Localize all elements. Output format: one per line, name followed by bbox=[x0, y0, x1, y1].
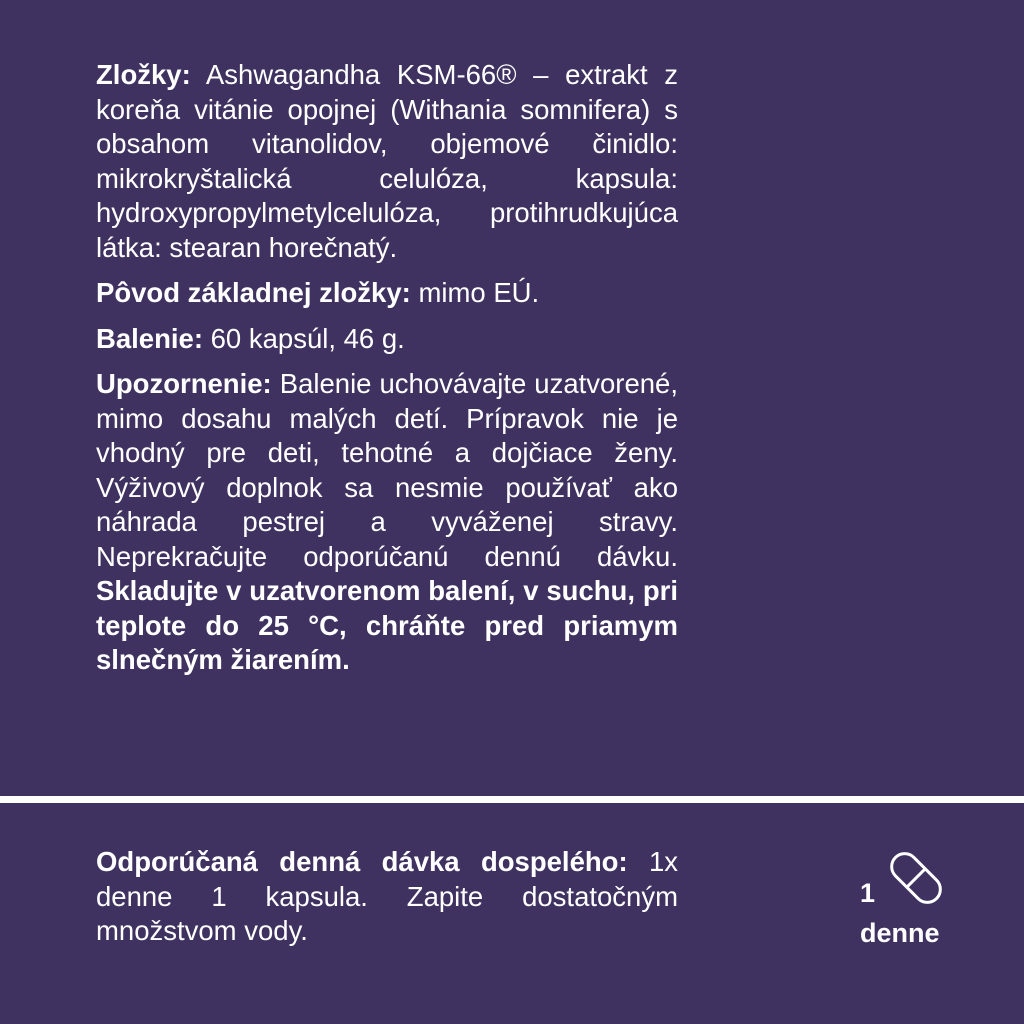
package-label: Balenie: bbox=[96, 322, 203, 354]
dosage-panel bbox=[96, 845, 678, 960]
section-divider bbox=[0, 796, 1024, 803]
dose-unit: denne bbox=[860, 918, 940, 948]
storage-text: Skladujte v uzatvorenom balení, v suchu, pri teplote do 25 °C, chráňte pred priamym slnečným žiarením. bbox=[96, 575, 678, 675]
warning-paragraph bbox=[96, 367, 678, 678]
origin-text: mimo EÚ. bbox=[418, 277, 540, 308]
dose-count: 1 bbox=[860, 878, 876, 908]
ingredients-paragraph bbox=[96, 58, 678, 265]
origin-label: Pôvod základnej zložky: bbox=[96, 277, 411, 308]
package-paragraph bbox=[96, 322, 678, 357]
package-text: 60 kapsúl, 46 g. bbox=[210, 322, 405, 354]
origin-paragraph bbox=[96, 276, 678, 311]
capsule-icon bbox=[884, 846, 948, 910]
ingredients-text: Ashwagandha KSM-66® – extrakt z koreňa vitánie opojnej (Withania somnifera) s obsahom vitanolidov, objemové činidlo: mikrokryštalická celulóza, kapsula: hydroxypropylmetylcelulóza, protihrudkujúca látka: stearan horečnatý. bbox=[96, 59, 679, 263]
warning-label: Upozornenie: bbox=[96, 368, 272, 399]
dosage-text: 1x denne 1 kapsula. Zapite dostatočným množstvom vody. bbox=[96, 846, 679, 946]
ingredients-label: Zložky: bbox=[96, 59, 191, 90]
warning-text: Balenie uchovávajte uzatvorené, mimo dosahu malých detí. Prípravok nie je vhodný pre deti, tehotné a dojčiace ženy. Výživový doplnok sa nesmie používať ako náhrada pestrej a vyváženej stravy. Neprekračujte odporúčanú dennú dávku. bbox=[96, 368, 678, 572]
dosage-paragraph bbox=[96, 845, 678, 949]
dose-badge bbox=[858, 848, 968, 958]
composition-panel bbox=[96, 58, 678, 689]
dosage-label: Odporúčaná denná dávka dospelého: bbox=[96, 846, 628, 877]
